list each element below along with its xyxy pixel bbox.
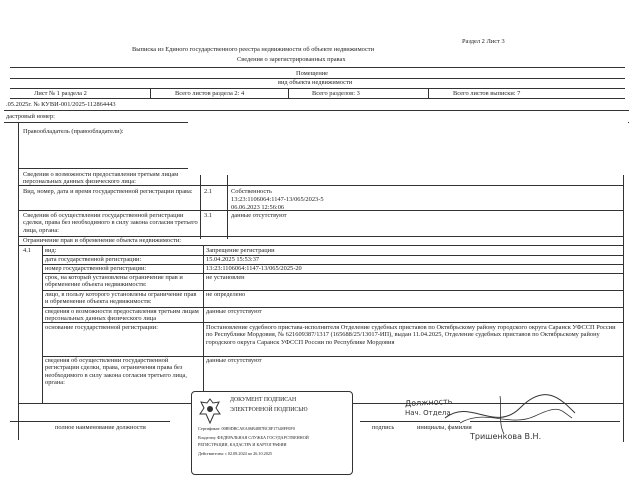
deal-label: Сведения об осуществлении государственной регистрации сделки, права без необходимого в силу закона согласия третьего лица, органа: [23,212,198,234]
right-label: Вид, номер, дата и время государственной регистрации права: [23,188,193,195]
handwritten-name: Тришенкова В.Н. [470,432,542,441]
handwritten-position-2: Нач. Отдела [405,409,451,417]
document-title: Выписка из Единого государственного реестра недвижимости об объекте недвижимости [132,46,375,53]
third-party-label: Сведения о возможности предоставления третьим лицам персональных данных физического лица: [23,171,179,186]
total-sheets-extract: Всего листов выписки: 7 [453,90,521,97]
redacted-area-2 [22,142,192,166]
restriction-header: Ограничение прав и обременение объекта недвижимости: [23,237,182,244]
emblem-icon [197,397,223,425]
restrict-beneficiary-value: не определено [206,291,246,298]
restrict-kind-value: Запрещение регистрации [206,247,275,254]
cadastral-number-label: дастровый номер: [6,113,55,120]
restrict-date-value: 15.04.2025 15:53:37 [206,256,260,263]
stamp-subtitle: ЭЛЕКТРОННОЙ ПОДПИСЬЮ [230,407,308,413]
restrict-thirdparty-value: данные отсутствуют [206,308,262,315]
stamp-owner-2: РЕГИСТРАЦИИ, КАДАСТРА И КАРТОГРАФИИ [198,442,287,447]
restrict-term-value: не установлен [206,274,245,281]
deal-value: данные отсутствуют [231,212,287,219]
name-label: инициалы, фамилия [417,424,472,431]
restrict-basis-label: основание государственной регистрации: [45,324,158,331]
restrict-term-label: срок, на который установлены ограничение прав и обременение объекта недвижимости: [45,274,183,289]
restrict-deal-label: сведения об осуществлении государственной регистрации сделки, права, ограничения права без необходимого в силу закона согласия третьего лица, органа: [45,357,187,387]
restrict-thirdparty-label: сведения о возможности предоставления третьим лицам персональных данных физического лица [45,308,199,323]
stamp-title: ДОКУМЕНТ ПОДПИСАН [230,397,297,403]
total-sheets-section: Всего листов раздела 2: 4 [175,90,245,97]
stamp-valid: Действителен: с 02.08.2024 по 26.10.2025 [198,451,273,456]
redacted-area [188,113,628,175]
section-sheet-label: Раздел 2 Лист 3 [462,38,505,45]
stamp-cert: Сертификат: 00B9DBCAEA06B4887BC8F17348FF0F0 [198,426,295,431]
restrict-deal-value: данные отсутствуют [206,357,262,364]
restrict-date-label: дата государственной регистрации: [45,256,142,263]
document-subtitle: Сведения о зарегистрированных правах [237,56,346,63]
restrict-beneficiary-label: лицо, в пользу которого установлены ограничение прав и обременение объекта недвижимости: [45,291,197,306]
holder-label: Правообладатель (правообладатели): [23,128,124,135]
stamp-owner: Владелец: ФЕДЕРАЛЬНАЯ СЛУЖБА ГОСУДАРСТВЕННОЙ [198,435,309,440]
total-sections: Всего разделов: 3 [312,90,360,97]
right-reg-number: 13:23:1106064:1147-13/065/2023-5 [231,196,324,203]
right-type: Собственность [231,188,272,195]
handwritten-position: Должность [404,396,453,409]
object-type-caption: вид объекта недвижимости [278,79,353,86]
restrict-kind-label: вид: [45,247,57,254]
restrict-basis-value: Постановление судебного пристава-исполнителя Отделение судебных приставов по Октябрьскому району городского округа Саранск УФССП России по Республике Мордовия, № 621609387/1317 (165688/25/13017-ИП), выдан 11.04.2025, Отделение судебных приставов по Октябрьскому району городского округа Саранск УФССП России по Республике Мордовия [206,324,616,346]
right-reg-date: 06.06.2023 12:56:06 [231,204,285,211]
restrict-number-label: номер государственной регистрации: [45,265,147,272]
restrict-number-value: 13:23:1106064:1147-13/065/2025-20 [206,265,302,272]
restriction-number: 4.1 [23,247,31,254]
object-type: Помещение [296,70,329,77]
right-number: 2.1 [204,188,212,195]
sheet-number: Лист № 1 раздела 2 [34,90,87,97]
signature-icon [440,388,580,438]
deal-number: 3.1 [204,212,212,219]
e-signature-stamp [191,391,353,475]
extract-date-number: .05.2025г. № КУВИ-001/2025-112864443 [6,101,116,108]
position-label: полное наименование должности [55,424,146,431]
signature-label: подпись [372,424,395,431]
